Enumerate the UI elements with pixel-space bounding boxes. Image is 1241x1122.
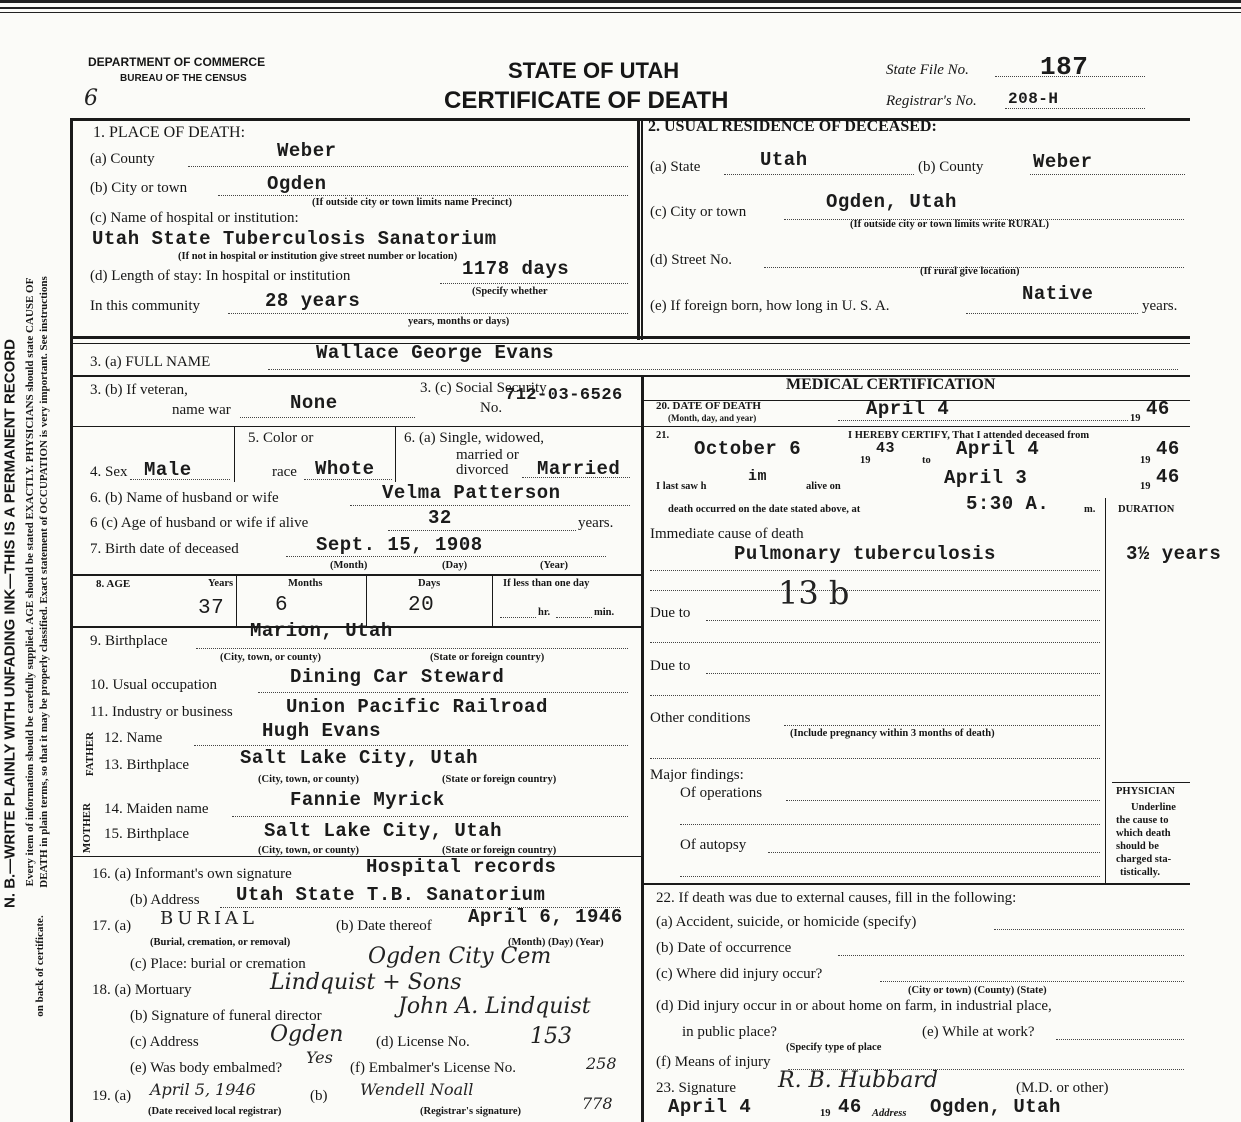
marital-label-3: divorced (456, 462, 509, 478)
father-birthplace-label: 13. Birthplace (104, 757, 189, 773)
mortuary-address-label: (c) Address (130, 1034, 199, 1050)
marital-label-2: married or (456, 447, 519, 463)
age-cell-divider (366, 574, 367, 626)
immediate-cause: Pulmonary tuberculosis (734, 543, 996, 565)
margin-instruction-2: DEATH in plain terms, so that it may be properly classified. Exact statement of OCCUPATION is very important. See instructions (38, 276, 50, 888)
burial-value: BURIAL (160, 908, 259, 929)
birthplace-note-2: (State or foreign country) (430, 652, 545, 663)
received-note: (Date received local registrar) (148, 1106, 282, 1117)
duration-label: DURATION (1118, 504, 1175, 515)
veteran-label: 3. (b) If veteran, (90, 382, 188, 398)
signature-label: 23. Signature (656, 1080, 736, 1096)
place-of-death-heading: 1. PLACE OF DEATH: (93, 124, 246, 141)
stay-value: 1178 days (462, 258, 570, 280)
age-cell-divider (236, 574, 237, 626)
occupation-line (258, 692, 628, 693)
race-label-1: 5. Color or (248, 430, 314, 446)
date-of-death-line (838, 420, 1128, 421)
residence-state-line (724, 174, 914, 175)
last-saw-year: 46 (1156, 466, 1180, 488)
autopsy-line (768, 852, 1100, 853)
page-title: CERTIFICATE OF DEATH (444, 87, 729, 114)
top-border-rule (0, 12, 1241, 13)
certify-label: 21. (656, 430, 670, 441)
father-bp-note-1: (City, town, or county) (258, 774, 360, 785)
community-note: years, months or days) (408, 316, 510, 327)
city-line (218, 195, 628, 196)
row-rule (70, 426, 641, 427)
external-e-line (1056, 1039, 1184, 1040)
name-rule (70, 375, 1190, 377)
frame-top (70, 118, 1190, 121)
medical-heading: MEDICAL CERTIFICATION (786, 376, 996, 393)
registrar-number-written: 778 (582, 1094, 613, 1113)
hospital-label: (c) Name of hospital or institution: (90, 210, 299, 226)
director-label: (b) Signature of funeral director (130, 1008, 322, 1024)
from-year-prefix: 19 (860, 455, 871, 466)
mother-name-label: 14. Maiden name (104, 801, 209, 817)
death-city: Ogden (267, 173, 327, 195)
physician-note-5: charged sta- (1116, 854, 1172, 865)
city-note: (If outside city or town limits name Precinct) (312, 197, 512, 208)
margin-instruction-1: Every item of information should be carefully supplied. AGE should be stated EXACTLY. PHYSICIANS should state CAUSE OF (24, 277, 36, 887)
due-to-line-1 (706, 620, 1100, 621)
veteran-label-2: name war (172, 402, 231, 418)
father-name-line (194, 745, 628, 746)
marital-label-1: 6. (a) Single, widowed, (404, 430, 544, 446)
external-heading: 22. If death was due to external causes, fill in the following: (656, 890, 1017, 906)
physician-note-4: should be (1116, 841, 1159, 852)
received-label: 19. (a) (92, 1088, 132, 1104)
registrar-number-label: Registrar's No. (886, 93, 977, 109)
license-label: (d) License No. (376, 1034, 470, 1050)
physician-note-3: which death (1116, 828, 1171, 839)
informant-label: 16. (a) Informant's own signature (92, 866, 292, 882)
informant-address: Utah State T.B. Sanatorium (236, 884, 546, 906)
foreign-line (966, 313, 1138, 314)
registrar-note: (Registrar's signature) (420, 1106, 521, 1117)
cell-divider (395, 426, 396, 482)
mother-side-label: MOTHER (81, 802, 94, 854)
occurred-time: 5:30 A. (966, 493, 1050, 515)
md-label: (M.D. or other) (1016, 1080, 1109, 1096)
full-name-label: 3. (a) FULL NAME (90, 354, 211, 370)
industry: Union Pacific Railroad (286, 696, 548, 718)
county-line (188, 166, 628, 167)
marital-value: Married (537, 458, 621, 480)
external-c-label: (c) Where did injury occur? (656, 966, 823, 982)
birth-date-line (286, 556, 606, 557)
physician-note-6: tistically. (1120, 867, 1160, 878)
ssn-label-2: No. (480, 400, 503, 416)
mother-birthplace: Salt Lake City, Utah (264, 820, 503, 842)
dod-year: 46 (1146, 398, 1170, 420)
age-cell-divider (492, 574, 493, 626)
duration-column (1105, 498, 1106, 883)
stay-label: (d) Length of stay: In hospital or institution (90, 268, 351, 284)
external-c-note: (City or town) (County) (State) (908, 985, 1047, 996)
other-conditions-line (784, 725, 1100, 726)
due-to-line-2b (650, 695, 1100, 696)
operations-line-2 (680, 824, 1100, 825)
external-c-line (880, 981, 1184, 982)
bureau-label: BUREAU OF THE CENSUS (120, 73, 247, 84)
residence-city-label: (c) City or town (650, 204, 747, 220)
age-months: 6 (275, 594, 289, 617)
hospital-note: (If not in hospital or institution give street number or location) (178, 251, 458, 262)
mortuary-label: 18. (a) Mortuary (92, 982, 192, 998)
residence-city-note: (If outside city or town limits write RURAL) (850, 219, 1049, 230)
external-a-line (994, 929, 1184, 930)
section-rule-thin (70, 343, 1190, 344)
birth-date-label: 7. Birth date of deceased (90, 541, 239, 557)
death-county: Weber (277, 140, 337, 162)
age-months-label: Months (288, 578, 323, 589)
burial-label: 17. (a) (92, 918, 132, 934)
spouse-age-label: 6 (c) Age of husband or wife if alive (90, 515, 309, 531)
mother-bp-note-1: (City, town, or county) (258, 845, 360, 856)
age-years-label: Years (208, 578, 234, 589)
residence-county: Weber (1033, 151, 1093, 173)
community-value: 28 years (265, 290, 361, 312)
registrar-sig-label: (b) (310, 1088, 328, 1104)
age-hr-line (500, 617, 536, 618)
registrar-number-line (1005, 108, 1145, 109)
external-rule (644, 883, 1190, 885)
age-hr-label: hr. (538, 607, 551, 618)
birthplace-line (196, 648, 628, 649)
registrar-signature: Wendell Noall (360, 1080, 474, 1099)
external-b-label: (b) Date of occurrence (656, 940, 792, 956)
other-conditions-note: (Include pregnancy within 3 months of death) (790, 728, 995, 739)
frame-left (70, 118, 73, 1122)
mortuary-name: Lindquist + Sons (270, 970, 462, 995)
residence-state-label: (a) State (650, 159, 701, 175)
county-label: (a) County (90, 151, 155, 167)
spouse-age: 32 (428, 507, 452, 529)
major-findings-label: Major findings: (650, 767, 744, 783)
street-note: (If rural give location) (920, 266, 1020, 277)
age-days: 20 (408, 594, 435, 617)
birthplace: Marion, Utah (250, 620, 393, 642)
operations-label: Of operations (680, 785, 763, 801)
spouse-label: 6. (b) Name of husband or wife (90, 490, 279, 506)
cell-divider (234, 426, 235, 482)
community-line (228, 313, 628, 314)
birth-month-note: (Month) (330, 560, 368, 571)
cause-line-2 (650, 590, 1100, 591)
mother-bp-note-2: (State or foreign country) (442, 845, 557, 856)
state-title: STATE OF UTAH (508, 58, 680, 83)
burial-place-label: (c) Place: burial or cremation (130, 956, 306, 972)
section-rule (70, 336, 1190, 339)
hospital-name: Utah State Tuberculosis Sanatorium (92, 228, 497, 250)
burial-date: April 6, 1946 (468, 906, 623, 928)
medical-rule (644, 426, 1190, 427)
duration-value: 3½ years (1126, 543, 1222, 565)
external-d-label: (d) Did injury occur in or about home on farm, in industrial place, (656, 998, 1052, 1014)
community-label: In this community (90, 298, 200, 314)
veteran-line (240, 417, 415, 418)
birthplace-label: 9. Birthplace (90, 633, 168, 649)
signature-address: Ogden, Utah (930, 1096, 1061, 1118)
received-date: April 5, 1946 (150, 1080, 256, 1099)
stay-line (440, 283, 628, 284)
external-d2-label: in public place? (682, 1024, 777, 1040)
residence-heading: 2. USUAL RESIDENCE OF DECEASED: (648, 118, 937, 135)
race-value: Whote (315, 458, 375, 480)
ssn-value: 712-03-6526 (505, 386, 623, 405)
full-name: Wallace George Evans (316, 342, 555, 364)
to-year: 46 (1156, 438, 1180, 460)
occurred-label: death occurred on the date stated above, at (668, 504, 861, 515)
father-name-label: 12. Name (104, 730, 163, 746)
residence-state: Utah (760, 149, 808, 171)
department-label: DEPARTMENT OF COMMERCE (88, 55, 266, 69)
father-side-label: FATHER (84, 731, 97, 777)
stay-note: (Specify whether (472, 286, 548, 297)
birth-day-note: (Day) (442, 560, 468, 571)
autopsy-line-2 (680, 876, 1100, 877)
city-label: (b) City or town (90, 180, 188, 196)
ssn-label: 3. (c) Social Security (420, 380, 547, 396)
due-to-line-2 (706, 673, 1100, 674)
age-years: 37 (198, 597, 225, 620)
father-birthplace: Salt Lake City, Utah (240, 747, 479, 769)
signature-address-label: Address (872, 1108, 907, 1119)
external-a-label: (a) Accident, suicide, or homicide (specify) (656, 914, 917, 930)
full-name-line (268, 369, 1178, 370)
external-e-label: (e) While at work? (922, 1024, 1035, 1040)
birthplace-note-1: (City, town, or county) (220, 652, 322, 663)
other-conditions-line-2 (650, 758, 1100, 759)
autopsy-label: Of autopsy (680, 837, 747, 853)
foreign-label: (e) If foreign born, how long in U. S. A. (650, 298, 890, 314)
occupation: Dining Car Steward (290, 666, 505, 688)
residence-county-line (1030, 174, 1185, 175)
cause-code: 13 b (778, 574, 850, 612)
burial-note: (Burial, cremation, or removal) (150, 937, 291, 948)
cause-line-1 (650, 570, 1100, 571)
spouse-age-unit: years. (578, 515, 614, 531)
occupation-label: 10. Usual occupation (90, 677, 218, 693)
race-label-2: race (272, 464, 297, 480)
alive-on-label: alive on (806, 481, 841, 492)
age-min-line (556, 617, 592, 618)
other-conditions-label: Other conditions (650, 710, 751, 726)
birth-year-note: (Year) (540, 560, 568, 571)
informant-value: Hospital records (366, 856, 557, 878)
director-signature: John A. Lindquist (398, 994, 591, 1019)
birth-date: Sept. 15, 1908 (316, 534, 483, 556)
father-name: Hugh Evans (262, 720, 382, 742)
mortuary-address: Ogden (270, 1022, 344, 1047)
age-label: 8. AGE (96, 578, 131, 590)
date-of-death-label: 20. DATE OF DEATH (656, 400, 761, 412)
mother-birthplace-label: 15. Birthplace (104, 826, 189, 842)
margin-instruction-3: on back of certificate. (34, 915, 46, 1017)
last-saw-label: I last saw h (656, 481, 707, 492)
due-to-label-2: Due to (650, 658, 691, 674)
physician-note-2: the cause to (1116, 815, 1169, 826)
informant-address-label: (b) Address (130, 892, 200, 908)
operations-line (786, 800, 1100, 801)
signature-year: 46 (838, 1096, 862, 1118)
burial-place: Ogden City Cem (368, 944, 552, 969)
physician-signature: R. B. Hubbard (778, 1068, 938, 1093)
embalmer-number: 258 (586, 1054, 617, 1073)
physician-heading: PHYSICIAN (1116, 786, 1175, 797)
certify-text: I HEREBY CERTIFY, That I attended deceased from (848, 430, 1090, 441)
last-saw-him: im (748, 468, 768, 485)
dod-year-prefix: 19 (1130, 413, 1141, 424)
corner-mark: 6 (84, 86, 98, 111)
divider-upper (637, 118, 640, 340)
attended-from: October 6 (694, 438, 802, 460)
sex-label: 4. Sex (90, 464, 128, 480)
embalmed-label: (e) Was body embalmed? (130, 1060, 283, 1076)
residence-city: Ogden, Utah (826, 191, 957, 213)
to-label: to (922, 455, 931, 466)
signature-year-prefix: 19 (820, 1108, 831, 1119)
physician-note-1: Underline (1131, 802, 1176, 813)
age-min-label: min. (594, 607, 615, 618)
margin-main-note: N. B.—WRITE PLAINLY WITH UNFADING INK—THIS IS A PERMANENT RECORD (1, 339, 19, 908)
due-to-label-1: Due to (650, 605, 691, 621)
from-year: 43 (876, 440, 896, 457)
residence-county-label: (b) County (918, 159, 984, 175)
to-year-prefix: 19 (1140, 455, 1151, 466)
last-saw-date: April 3 (944, 467, 1028, 489)
registrar-number: 208-H (1008, 90, 1059, 108)
m-label: m. (1084, 504, 1096, 515)
date-of-death-note: (Month, day, and year) (668, 413, 757, 423)
physician-rule (1112, 782, 1190, 783)
veteran-war: None (290, 392, 338, 414)
industry-label: 11. Industry or business (90, 704, 233, 720)
age-rule (70, 574, 641, 576)
burial-date-note: (Month) (Day) (Year) (508, 937, 604, 948)
mother-name: Fannie Myrick (290, 789, 445, 811)
signature-date: April 4 (668, 1096, 752, 1118)
burial-date-label: (b) Date thereof (336, 918, 432, 934)
state-file-label: State File No. (886, 62, 969, 78)
spouse-name: Velma Patterson (382, 482, 561, 504)
spouse-line (350, 505, 630, 506)
divider-lower (641, 375, 644, 1122)
street-label: (d) Street No. (650, 252, 733, 268)
foreign-value: Native (1022, 283, 1094, 305)
state-file-number: 187 (1040, 52, 1089, 82)
embalmed-value: Yes (306, 1048, 333, 1067)
divider-upper-2 (641, 118, 643, 340)
date-of-death: April 4 (866, 398, 950, 420)
top-border-rule (0, 7, 1241, 9)
external-b-line (838, 955, 1184, 956)
attended-to: April 4 (956, 438, 1040, 460)
immediate-cause-label: Immediate cause of death (650, 526, 804, 542)
age-days-label: Days (418, 578, 441, 589)
external-d-note: (Specify type of place (786, 1042, 882, 1053)
spouse-age-line (388, 530, 576, 531)
due-to-line-1b (650, 642, 1100, 643)
foreign-years-label: years. (1142, 298, 1178, 314)
embalmer-label: (f) Embalmer's License No. (350, 1060, 516, 1076)
license-number: 153 (530, 1024, 572, 1049)
external-f-label: (f) Means of injury (656, 1054, 771, 1070)
top-border-rule (0, 0, 1241, 3)
last-saw-year-prefix: 19 (1140, 481, 1151, 492)
mother-name-line (232, 816, 628, 817)
father-bp-note-2: (State or foreign country) (442, 774, 557, 785)
sex-value: Male (144, 459, 192, 481)
age-lessday-label: If less than one day (503, 578, 590, 589)
